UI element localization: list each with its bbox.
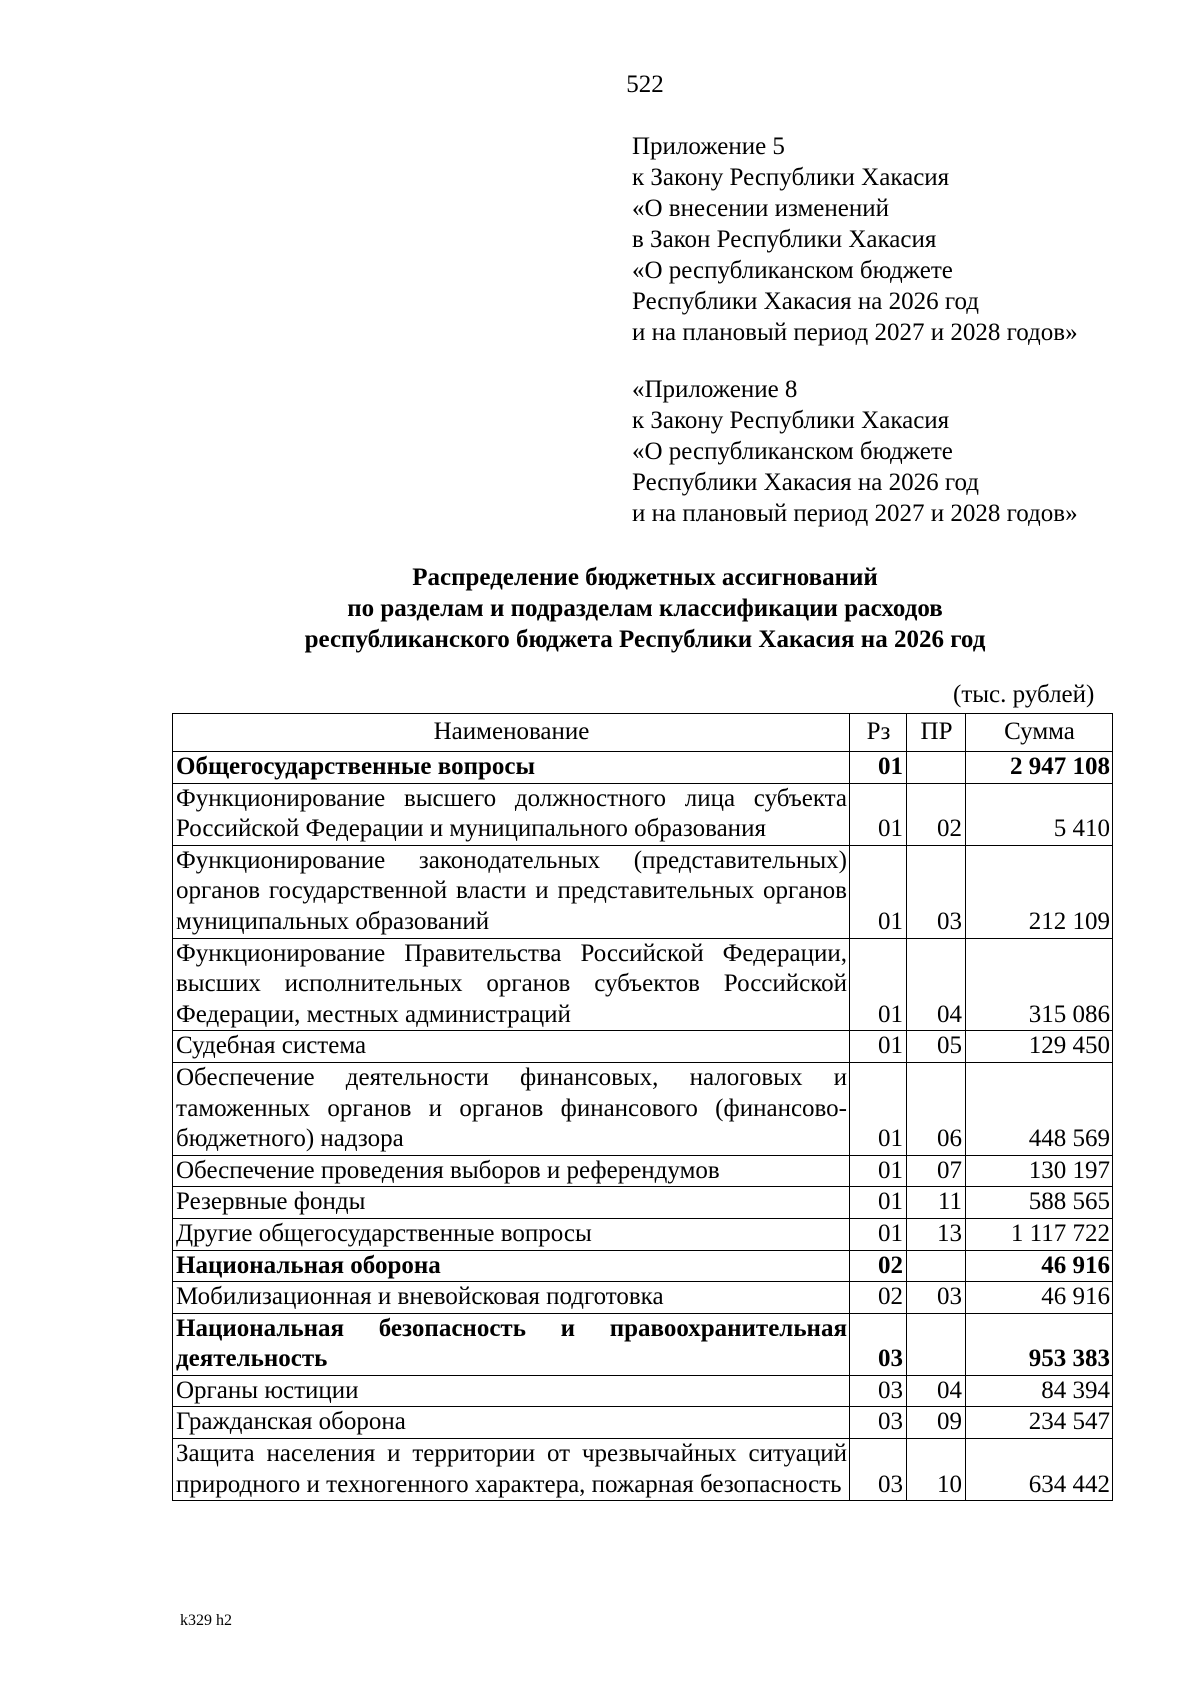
cell-rz: 03 (850, 1313, 907, 1375)
cell-name: Функционирование Правительства Российской Федерации, высших исполнительных органов субъектов Российской Федерации, местных администраций (173, 938, 850, 1031)
cell-sum: 234 547 (966, 1407, 1113, 1439)
appendix-line: «О республиканском бюджете (632, 438, 953, 465)
cell-rz: 03 (850, 1439, 907, 1501)
budget-table (172, 713, 1113, 1501)
table-row (173, 1155, 1113, 1187)
cell-sum: 212 109 (966, 845, 1113, 938)
units-label: (тыс. рублей) (953, 681, 1095, 708)
cell-sum: 315 086 (966, 938, 1113, 1031)
cell-sum: 5 410 (966, 783, 1113, 845)
table-row (173, 1062, 1113, 1155)
table-row (173, 938, 1113, 1031)
header-pr: ПР (907, 714, 966, 752)
cell-pr: 09 (907, 1407, 966, 1439)
page-number: 522 (626, 71, 664, 98)
cell-sum: 953 383 (966, 1313, 1113, 1375)
cell-pr: 05 (907, 1031, 966, 1063)
cell-name: Судебная система (173, 1031, 850, 1063)
table-row (173, 783, 1113, 845)
cell-pr (907, 752, 966, 784)
appendix-line: «Приложение 8 (632, 376, 798, 403)
cell-pr: 13 (907, 1218, 966, 1250)
cell-pr: 04 (907, 938, 966, 1031)
cell-rz: 03 (850, 1375, 907, 1407)
cell-name: Мобилизационная и вневойсковая подготовка (173, 1282, 850, 1314)
appendix-line: «О внесении изменений (632, 195, 890, 222)
appendix-5-reference (632, 131, 1078, 348)
cell-pr: 04 (907, 1375, 966, 1407)
cell-rz: 01 (850, 1155, 907, 1187)
footer-code: k329 h2 (180, 1612, 232, 1629)
cell-name: Обеспечение деятельности финансовых, налоговых и таможенных органов и органов финансового (финансово-бюджетного) надзора (173, 1062, 850, 1155)
cell-rz: 02 (850, 1250, 907, 1282)
cell-sum: 634 442 (966, 1439, 1113, 1501)
appendix-line: и на плановый период 2027 и 2028 годов» (632, 500, 1078, 527)
cell-name: Функционирование законодательных (представительных) органов государственной власти и представительных органов муниципальных образований (173, 845, 850, 938)
cell-pr: 03 (907, 1282, 966, 1314)
appendix-line: Приложение 5 (632, 133, 785, 160)
budget-table-body (173, 752, 1113, 1501)
cell-pr: 02 (907, 783, 966, 845)
cell-name: Резервные фонды (173, 1187, 850, 1219)
cell-name: Гражданская оборона (173, 1407, 850, 1439)
cell-sum: 2 947 108 (966, 752, 1113, 784)
cell-rz: 02 (850, 1282, 907, 1314)
cell-pr (907, 1250, 966, 1282)
cell-name: Общегосударственные вопросы (173, 752, 850, 784)
appendix-line: к Закону Республики Хакасия (632, 407, 950, 434)
appendix-line: Республики Хакасия на 2026 год (632, 469, 980, 496)
table-section-row (173, 1250, 1113, 1282)
cell-rz: 03 (850, 1407, 907, 1439)
cell-name: Функционирование высшего должностного лица субъекта Российской Федерации и муниципального образования (173, 783, 850, 845)
cell-pr (907, 1313, 966, 1375)
appendix-line: Республики Хакасия на 2026 год (632, 288, 980, 315)
cell-sum: 130 197 (966, 1155, 1113, 1187)
cell-pr: 11 (907, 1187, 966, 1219)
cell-sum: 129 450 (966, 1031, 1113, 1063)
table-row (173, 1218, 1113, 1250)
cell-rz: 01 (850, 938, 907, 1031)
cell-rz: 01 (850, 1062, 907, 1155)
table-row (173, 1187, 1113, 1219)
cell-sum: 84 394 (966, 1375, 1113, 1407)
title-line: по разделам и подразделам классификации расходов (347, 595, 943, 622)
table-row (173, 1439, 1113, 1501)
cell-pr: 07 (907, 1155, 966, 1187)
table-section-row (173, 752, 1113, 784)
cell-pr: 10 (907, 1439, 966, 1501)
appendix-8-reference (632, 374, 1078, 529)
table-row (173, 845, 1113, 938)
cell-rz: 01 (850, 752, 907, 784)
table-row (173, 1282, 1113, 1314)
appendix-line: к Закону Республики Хакасия (632, 164, 950, 191)
cell-name: Органы юстиции (173, 1375, 850, 1407)
title-line: республиканского бюджета Республики Хакасия на 2026 год (304, 626, 986, 653)
title-line: Распределение бюджетных ассигнований (412, 564, 878, 591)
appendix-line: в Закон Республики Хакасия (632, 226, 937, 253)
cell-rz: 01 (850, 1031, 907, 1063)
cell-pr: 06 (907, 1062, 966, 1155)
cell-sum: 1 117 722 (966, 1218, 1113, 1250)
header-rz: Рз (850, 714, 907, 752)
cell-sum: 46 916 (966, 1282, 1113, 1314)
cell-pr: 03 (907, 845, 966, 938)
table-section-row (173, 1313, 1113, 1375)
cell-sum: 448 569 (966, 1062, 1113, 1155)
cell-name: Национальная оборона (173, 1250, 850, 1282)
header-sum: Сумма (966, 714, 1113, 752)
document-title (0, 562, 1200, 655)
cell-rz: 01 (850, 845, 907, 938)
cell-sum: 588 565 (966, 1187, 1113, 1219)
cell-sum: 46 916 (966, 1250, 1113, 1282)
header-name: Наименование (173, 714, 850, 752)
appendix-line: «О республиканском бюджете (632, 257, 953, 284)
cell-name: Защита населения и территории от чрезвычайных ситуаций природного и техногенного характера, пожарная безопасность (173, 1439, 850, 1501)
appendix-line: и на плановый период 2027 и 2028 годов» (632, 319, 1078, 346)
cell-name: Другие общегосударственные вопросы (173, 1218, 850, 1250)
table-row (173, 1375, 1113, 1407)
table-header-row (173, 714, 1113, 752)
table-row (173, 1031, 1113, 1063)
cell-name: Обеспечение проведения выборов и референдумов (173, 1155, 850, 1187)
cell-rz: 01 (850, 1187, 907, 1219)
cell-rz: 01 (850, 1218, 907, 1250)
cell-rz: 01 (850, 783, 907, 845)
cell-name: Национальная безопасность и правоохранительная деятельность (173, 1313, 850, 1375)
table-row (173, 1407, 1113, 1439)
